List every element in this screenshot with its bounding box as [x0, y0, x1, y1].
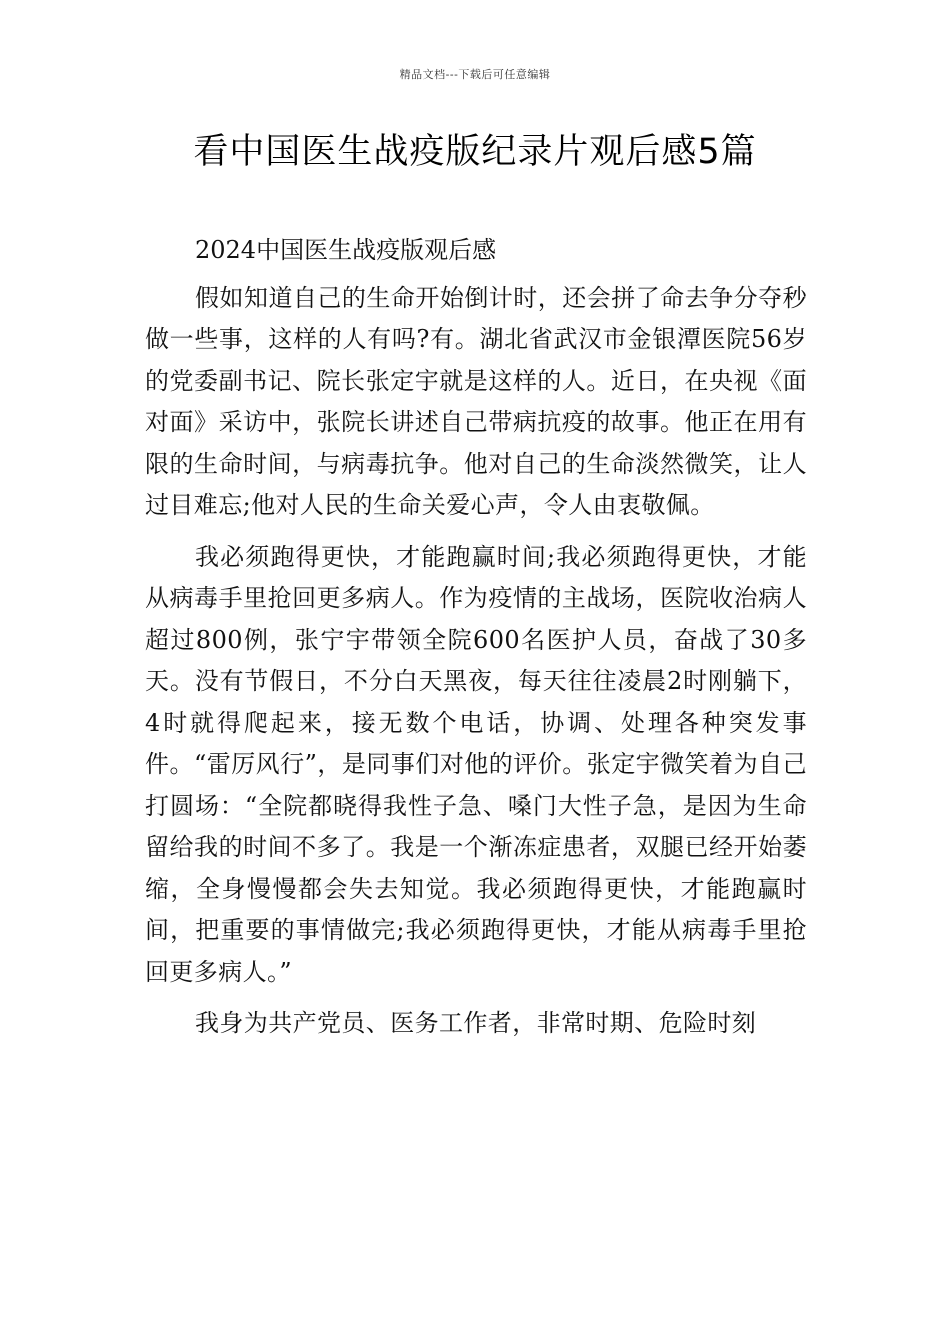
paragraph-2: 我必须跑得更快，才能跑赢时间;我必须跑得更快，才能从病毒手里抢回更多病人。作为疫情的主战场，医院收治病人超过800例，张宁宇带领全院600名医护人员，奋战了30多天。没有节假日，不分白天黑夜，每天往往凌晨2时刚躺下，4时就得爬起来，接无数个电话，协调、处理各种突发事件。“雷厉风行”，是同事们对他的评价。张定宇微笑着为自己打圆场：“全院都晓得我性子急、嗓门大性子急，是因为生命留给我的时间不多了。我是一个渐冻症患者，双腿已经开始萎缩，全身慢慢都会失去知觉。我必须跑得更快，才能跑赢时间，把重要的事情做完;我必须跑得更快，才能从病毒手里抢回更多病人。”: [145, 542, 807, 986]
document-body: [145, 230, 807, 1045]
section-subheading: 2024中国医生战疫版观后感: [195, 236, 497, 264]
document-title: 看中国医生战疫版纪录片观后感5篇: [193, 132, 757, 172]
paragraph-1: 假如知道自己的生命开始倒计时，还会拼了命去争分夺秒做一些事，这样的人有吗?有。湖北省武汉市金银潭医院56岁的党委副书记、院长张定宇就是这样的人。近日，在央视《面对面》采访中，张院长讲述自己带病抗疫的故事。他正在用有限的生命时间，与病毒抗争。他对自己的生命淡然微笑，让人过目难忘;他对人民的生命关爱心声，令人由衷敬佩。: [145, 283, 807, 519]
paragraph-3: 我身为共产党员、医务工作者，非常时期、危险时刻: [195, 1009, 757, 1037]
header-note: 精品文档---下载后可任意编辑: [399, 68, 551, 81]
